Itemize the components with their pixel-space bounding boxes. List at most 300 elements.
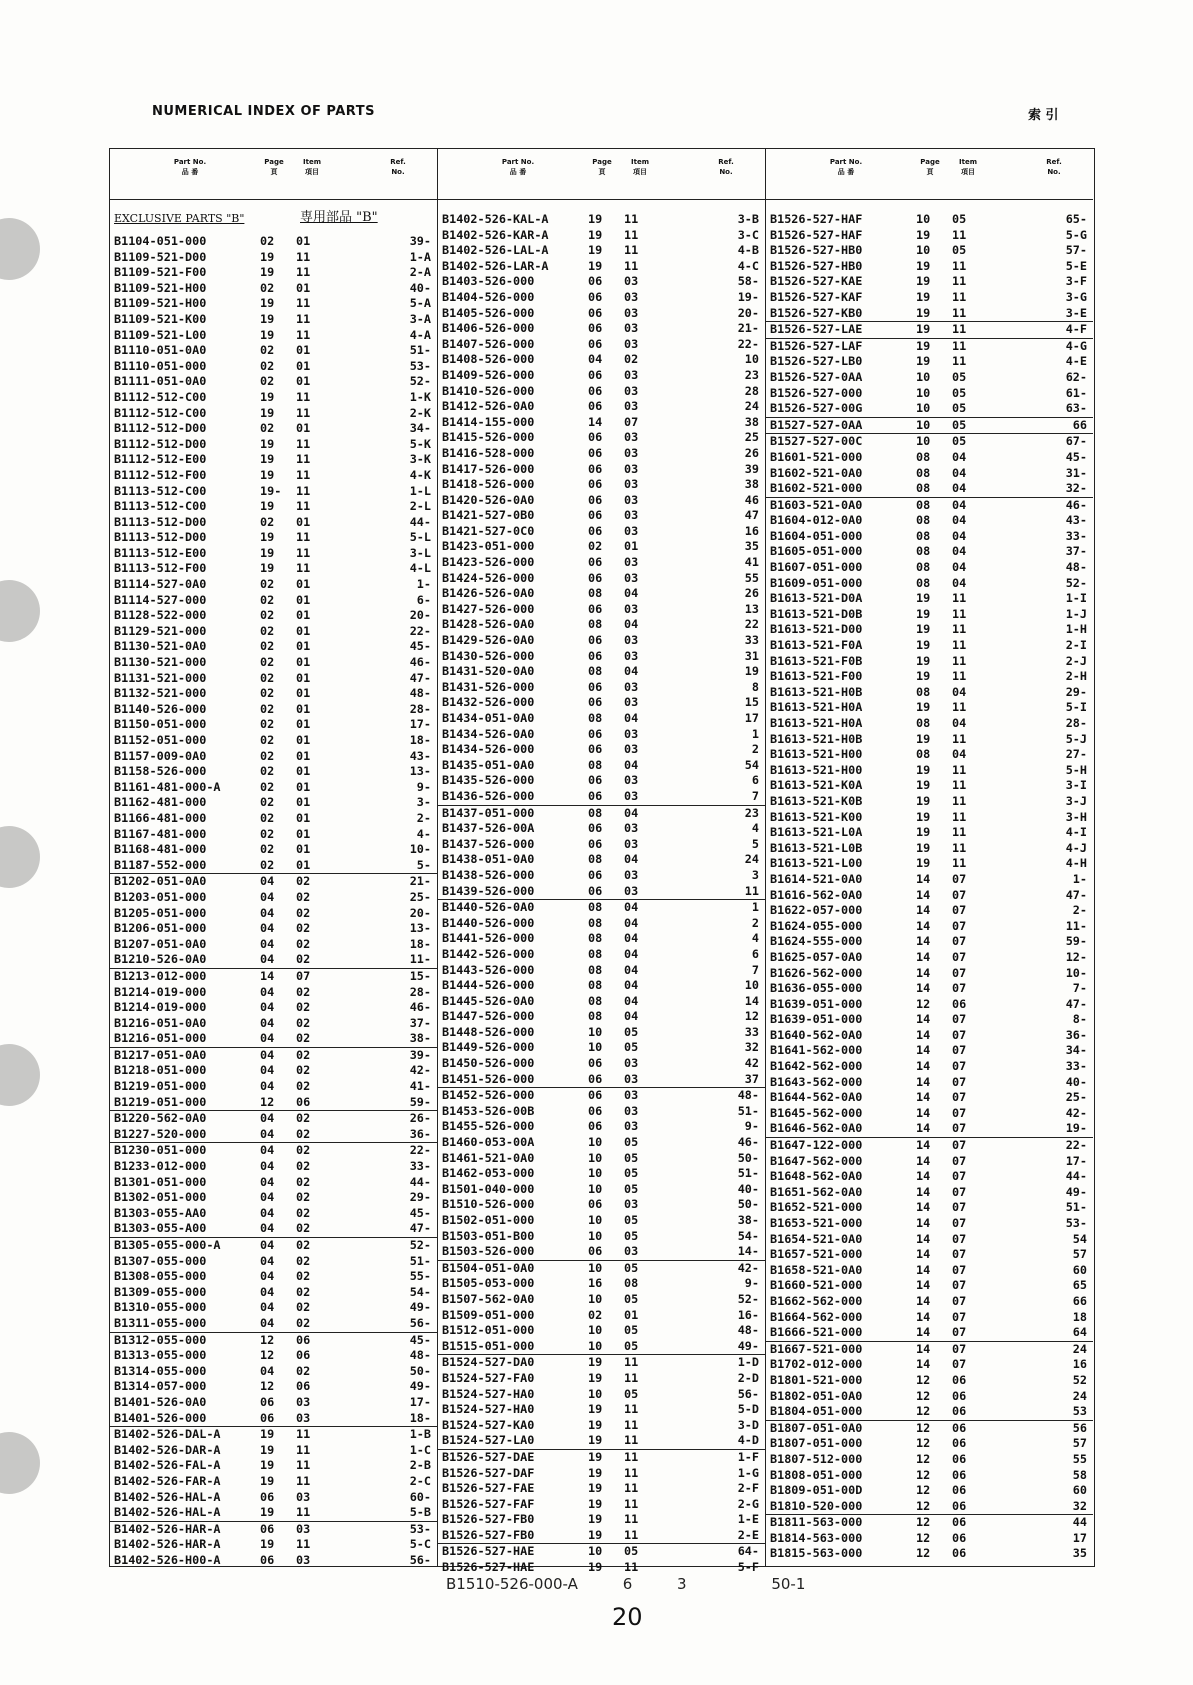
item-cell: 11 (624, 227, 639, 242)
table-row (766, 354, 1093, 370)
page-cell: 14 (588, 414, 603, 429)
item-cell: 01 (296, 670, 311, 685)
ref-cell: 16- (737, 1307, 759, 1322)
table-row (766, 1452, 1093, 1468)
item-cell: 03 (624, 1103, 639, 1118)
part-number: B1402-526-LAR-A (442, 258, 549, 273)
table-row (110, 1379, 437, 1395)
part-number: B1401-526-000 (114, 1410, 207, 1425)
part-number: B1305-055-000-A (114, 1238, 221, 1252)
part-number: B1113-512-C00 (114, 499, 207, 514)
item-cell: 01 (296, 374, 311, 389)
item-cell: 11 (296, 1537, 311, 1552)
table-row (438, 1009, 765, 1025)
ref-cell: 35 (1072, 1546, 1087, 1561)
part-number: B1130-521-000 (114, 655, 207, 670)
table-row (110, 546, 437, 562)
page-cell: 19 (260, 265, 275, 280)
part-number: B1418-526-000 (442, 477, 535, 492)
part-number: B1140-526-000 (114, 701, 207, 716)
page-cell: 08 (916, 449, 931, 464)
part-number: B1434-051-0A0 (442, 711, 535, 725)
table-row (766, 1531, 1093, 1547)
part-number: B1613-521-F0A (770, 638, 863, 653)
item-cell: 11 (952, 606, 967, 621)
part-number: B1814-563-000 (770, 1530, 863, 1545)
table-row (438, 617, 765, 633)
page-cell: 08 (588, 900, 603, 915)
table-row (766, 794, 1093, 810)
ref-cell: 9- (744, 1119, 759, 1134)
item-cell: 07 (952, 918, 967, 933)
part-number: B1512-051-000 (442, 1323, 535, 1338)
part-number: B1504-051-0A0 (442, 1260, 535, 1275)
part-number: B1420-526-0A0 (442, 492, 535, 507)
page-cell: 19 (588, 1481, 603, 1496)
item-cell: 05 (624, 1291, 639, 1306)
binder-hole (0, 580, 40, 642)
part-number: B1128-522-000 (114, 608, 207, 623)
item-cell: 03 (624, 773, 639, 788)
item-cell: 07 (952, 1184, 967, 1199)
part-number: B1526-527-HAE (442, 1544, 535, 1559)
item-cell: 11 (952, 622, 967, 637)
page-cell: 06 (588, 648, 603, 663)
part-number: B1428-526-0A0 (442, 617, 535, 632)
table-row (766, 1075, 1093, 1091)
table-row (766, 434, 1093, 450)
ref-cell: 45- (1065, 449, 1087, 464)
table-row (766, 1232, 1093, 1248)
ref-cell: 10 (744, 978, 759, 993)
part-number: B1220-562-0A0 (114, 1111, 207, 1126)
item-cell: 04 (952, 528, 967, 543)
ref-cell: 15- (409, 968, 431, 983)
table-row (110, 374, 437, 390)
part-number: B1233-012-000 (114, 1159, 207, 1174)
page-cell: 19 (916, 227, 931, 242)
page-cell: 19 (260, 452, 275, 467)
part-number: B1664-562-000 (770, 1309, 863, 1324)
item-cell: 04 (952, 465, 967, 480)
table-row (110, 1000, 437, 1016)
part-number: B1129-521-000 (114, 623, 207, 638)
table-row (110, 1395, 437, 1411)
item-cell: 07 (952, 887, 967, 902)
part-number: B1526-527-KAF (770, 289, 863, 304)
item-cell: 03 (624, 867, 639, 882)
page-cell: 04 (260, 1063, 275, 1078)
part-number: B1447-526-000 (442, 1009, 535, 1024)
header-item: Item 項目 (303, 158, 321, 176)
ref-cell: 27- (1065, 747, 1087, 762)
item-cell: 01 (296, 733, 311, 747)
part-number: B1613-521-L00 (770, 856, 863, 871)
page-cell: 19 (916, 825, 931, 840)
page-cell: 06 (588, 742, 603, 757)
part-number: B1641-562-000 (770, 1043, 863, 1058)
page-cell: 06 (588, 399, 603, 414)
part-number: B1210-526-0A0 (114, 952, 207, 967)
ref-cell: 14 (744, 993, 759, 1008)
item-cell: 03 (624, 508, 639, 523)
table-row (438, 306, 765, 322)
page-cell: 04 (260, 1363, 275, 1378)
item-cell: 11 (296, 1505, 311, 1520)
table-row (110, 733, 437, 749)
table-row (438, 947, 765, 963)
table-row (110, 1238, 437, 1254)
page-cell: 04 (260, 1000, 275, 1015)
table-row (438, 274, 765, 290)
ref-cell: 2-K (409, 405, 431, 420)
part-number: B1810-520-000 (770, 1498, 863, 1513)
part-number: B1613-521-H00 (770, 747, 863, 762)
part-number: B1524-527-LA0 (442, 1433, 535, 1448)
item-cell: 11 (624, 243, 639, 258)
part-number: B1310-055-000 (114, 1300, 207, 1315)
item-cell: 02 (296, 1205, 311, 1220)
ref-cell: 15 (744, 695, 759, 710)
item-cell: 07 (952, 1293, 967, 1308)
binder-hole (0, 1432, 40, 1494)
table-row (766, 950, 1093, 966)
ref-cell: 43- (409, 748, 431, 763)
table-row (766, 1278, 1093, 1294)
part-number: B1526-527-000 (770, 385, 863, 400)
page-cell: 04 (260, 905, 275, 920)
table-row (110, 780, 437, 796)
part-number: B1158-526-000 (114, 764, 207, 779)
item-cell: 02 (296, 874, 311, 889)
page-cell: 04 (260, 889, 275, 904)
part-number: B1607-051-000 (770, 560, 863, 575)
page-cell: 19 (588, 1417, 603, 1432)
item-cell: 11 (296, 389, 311, 404)
item-cell: 05 (624, 1166, 639, 1181)
table-row (438, 524, 765, 540)
part-number: B1402-526-DAR-A (114, 1442, 221, 1457)
ref-cell: 54- (737, 1228, 759, 1243)
ref-cell: 37- (1065, 544, 1087, 559)
page-cell: 08 (916, 575, 931, 590)
item-cell: 06 (952, 1515, 967, 1530)
item-cell: 11 (296, 405, 311, 420)
page-cell: 02 (588, 539, 603, 554)
item-cell: 11 (624, 1402, 639, 1417)
page-cell: 04 (260, 1015, 275, 1030)
page-cell: 08 (916, 684, 931, 699)
item-cell: 11 (624, 1496, 639, 1511)
table-row (438, 1355, 765, 1371)
page-cell: 10 (588, 1386, 603, 1401)
item-cell: 03 (296, 1521, 311, 1536)
item-cell: 03 (624, 477, 639, 492)
table-row (110, 515, 437, 531)
page-cell: 06 (588, 555, 603, 570)
ref-cell: 22 (744, 617, 759, 632)
page-cell: 19 (260, 1505, 275, 1520)
table-row (438, 337, 765, 353)
part-number: B1613-521-H0B (770, 731, 863, 746)
ref-cell: 57 (1072, 1247, 1087, 1262)
part-number: B1109-521-L00 (114, 327, 207, 342)
item-cell: 04 (624, 852, 639, 867)
table-row (110, 937, 437, 953)
ref-cell: 13- (409, 764, 431, 779)
table-row (766, 1421, 1093, 1437)
item-cell: 02 (296, 1221, 311, 1236)
ref-cell: 3-L (409, 545, 431, 560)
ref-cell: 51- (409, 343, 431, 358)
ref-cell: 63- (1065, 401, 1087, 416)
item-cell: 11 (296, 499, 311, 514)
ref-cell: 31 (744, 648, 759, 663)
binder-hole (0, 1044, 40, 1106)
item-cell: 03 (296, 1394, 311, 1409)
item-cell: 02 (296, 1300, 311, 1315)
header-ref: Ref. No. (718, 158, 734, 176)
part-number: B1401-526-0A0 (114, 1394, 207, 1409)
section-label-jp: 専用部品 "B" (300, 210, 378, 225)
table-row (110, 1553, 437, 1569)
part-number: B1613-521-H0A (770, 716, 863, 730)
part-number: B1437-526-000 (442, 836, 535, 851)
item-cell: 03 (624, 570, 639, 585)
table-row (110, 1348, 437, 1364)
table-row (110, 764, 437, 780)
table-row (110, 328, 437, 344)
table-row (766, 1247, 1093, 1263)
table-row (438, 602, 765, 618)
table-row (766, 259, 1093, 275)
ref-cell: 4-I (1065, 825, 1087, 840)
part-number: B1526-527-FB0 (442, 1512, 535, 1527)
table-row (766, 1169, 1093, 1185)
table-row (438, 978, 765, 994)
ref-cell: 42 (744, 1056, 759, 1071)
item-cell: 03 (624, 1088, 639, 1103)
table-row (438, 789, 765, 806)
ref-cell: 13 (744, 601, 759, 616)
table-row (110, 655, 437, 671)
part-number: B1161-481-000-A (114, 779, 221, 794)
part-number: B1605-051-000 (770, 544, 863, 559)
table-row (438, 1104, 765, 1120)
table-row (766, 290, 1093, 306)
ref-cell: 18- (409, 936, 431, 951)
page-cell: 19 (260, 1442, 275, 1457)
ref-cell: 34- (409, 421, 431, 436)
item-cell: 06 (952, 1546, 967, 1561)
part-number: B1168-481-000 (114, 842, 207, 857)
part-number: B1462-053-000 (442, 1166, 535, 1181)
part-number: B1414-155-000 (442, 414, 535, 429)
ref-cell: 50- (409, 1363, 431, 1378)
part-number: B1613-521-L0B (770, 840, 863, 855)
table-row (110, 1490, 437, 1506)
item-cell: 02 (296, 952, 311, 967)
part-number: B1313-055-000 (114, 1348, 207, 1363)
ref-cell: 66 (1072, 417, 1087, 432)
page-cell: 02 (260, 826, 275, 841)
ref-cell: 18 (1072, 1309, 1087, 1324)
table-row (438, 1450, 765, 1466)
item-cell: 05 (624, 1181, 639, 1196)
ref-cell: 33- (1065, 528, 1087, 543)
part-number: B1109-521-H00 (114, 280, 207, 295)
ref-cell: 1-D (737, 1355, 759, 1370)
table-row (110, 921, 437, 937)
ref-cell: 1-F (737, 1449, 759, 1464)
page-cell: 08 (916, 481, 931, 496)
table-row (110, 717, 437, 733)
table-row (110, 1458, 437, 1474)
item-cell: 02 (296, 1190, 311, 1205)
page-cell: 02 (260, 717, 275, 732)
ref-cell: 13- (409, 921, 431, 936)
item-cell: 06 (296, 1332, 311, 1347)
part-number: B1626-562-000 (770, 965, 863, 980)
ref-cell: 1 (751, 900, 759, 915)
page-cell: 19 (260, 1427, 275, 1442)
part-number: B1642-562-000 (770, 1059, 863, 1074)
page-cell: 04 (260, 1269, 275, 1284)
table-row (110, 1411, 437, 1428)
ref-cell: 1-B (409, 1427, 431, 1442)
item-cell: 11 (296, 327, 311, 342)
ref-cell: 46- (1065, 497, 1087, 512)
table-row (438, 994, 765, 1010)
page-cell: 06 (588, 1088, 603, 1103)
ref-cell: 36- (1065, 1027, 1087, 1042)
page-cell: 12 (260, 1348, 275, 1363)
item-cell: 04 (952, 449, 967, 464)
ref-cell: 65- (1065, 212, 1087, 226)
ref-cell: 21- (409, 874, 431, 889)
page-cell: 10 (916, 417, 931, 432)
table-row (438, 1025, 765, 1041)
page-cell: 06 (588, 445, 603, 460)
table-row (438, 1402, 765, 1418)
ref-cell: 1-K (409, 389, 431, 404)
item-cell: 03 (624, 1119, 639, 1134)
ref-cell: 18- (409, 733, 431, 747)
table-row (766, 1263, 1093, 1279)
page-cell: 02 (260, 810, 275, 825)
table-row (110, 1427, 437, 1443)
page-cell: 14 (916, 1121, 931, 1136)
item-cell: 11 (952, 856, 967, 871)
page-cell: 19 (916, 591, 931, 606)
header-part-no: Part No. 品 番 (501, 158, 535, 176)
ref-cell: 45- (409, 639, 431, 654)
page-cell: 10 (916, 434, 931, 449)
table-row (438, 884, 765, 901)
part-number: B1815-563-000 (770, 1546, 863, 1561)
table-row (110, 686, 437, 702)
ref-cell: 20- (409, 905, 431, 920)
page-cell: 02 (588, 1307, 603, 1322)
ref-cell: 5-C (409, 1537, 431, 1552)
item-cell: 07 (952, 1027, 967, 1042)
ref-cell: 7 (751, 962, 759, 977)
ref-cell: 45- (409, 1205, 431, 1220)
ref-cell: 56- (737, 1386, 759, 1401)
table-row (110, 890, 437, 906)
part-number: B1526-527-00G (770, 401, 863, 416)
table-row (110, 265, 437, 281)
page-cell: 14 (916, 1169, 931, 1184)
table-row (766, 1138, 1093, 1154)
item-cell: 03 (624, 1071, 639, 1086)
part-number: B1526-527-DAE (442, 1449, 535, 1464)
page-cell: 08 (588, 586, 603, 601)
ref-cell: 62- (1065, 369, 1087, 384)
header-item: Item 項目 (959, 158, 977, 176)
table-row (110, 1190, 437, 1206)
part-number: B1441-526-000 (442, 931, 535, 946)
part-number: B1609-051-000 (770, 575, 863, 590)
page-cell: 02 (260, 514, 275, 529)
item-cell: 11 (296, 483, 311, 498)
table-row (438, 586, 765, 602)
part-number: B1412-526-0A0 (442, 399, 535, 414)
ref-cell: 26- (409, 1111, 431, 1126)
table-row (766, 1515, 1093, 1531)
item-cell: 11 (952, 274, 967, 289)
table-column-2 (438, 149, 766, 1575)
table-row (110, 406, 437, 422)
part-number: B1445-526-0A0 (442, 993, 535, 1008)
page-cell: 14 (916, 1153, 931, 1168)
page-cell: 04 (260, 1126, 275, 1141)
ref-cell: 11- (1065, 918, 1087, 933)
part-number: B1802-051-0A0 (770, 1388, 863, 1403)
ref-cell: 1-A (409, 249, 431, 264)
item-cell: 03 (624, 367, 639, 382)
part-number: B1603-521-0A0 (770, 497, 863, 512)
table-row (110, 749, 437, 765)
ref-cell: 1-E (737, 1512, 759, 1527)
item-cell: 07 (952, 965, 967, 980)
page-cell: 04 (260, 1300, 275, 1315)
part-number: B1415-526-000 (442, 430, 535, 445)
ref-cell: 65 (1072, 1278, 1087, 1293)
table-row (110, 1300, 437, 1316)
page-cell: 14 (916, 934, 931, 949)
table-row (766, 228, 1093, 244)
part-number: B1601-521-000 (770, 449, 863, 464)
column-body (110, 200, 437, 1568)
item-cell: 05 (624, 1260, 639, 1275)
ref-cell: 4-H (1065, 856, 1087, 871)
part-number: B1431-526-000 (442, 679, 535, 694)
part-number: B1639-051-000 (770, 996, 863, 1011)
ref-cell: 50- (737, 1197, 759, 1212)
page-cell: 12 (916, 1420, 931, 1435)
table-row (438, 742, 765, 758)
part-number: B1526-527-LB0 (770, 354, 863, 369)
part-number: B1624-055-000 (770, 918, 863, 933)
ref-cell: 51- (737, 1103, 759, 1118)
table-row (766, 481, 1093, 498)
ref-cell: 22- (409, 1143, 431, 1158)
ref-cell: 54 (1072, 1231, 1087, 1246)
item-cell: 11 (624, 1527, 639, 1542)
item-cell: 05 (624, 1150, 639, 1165)
page-cell: 02 (260, 577, 275, 592)
